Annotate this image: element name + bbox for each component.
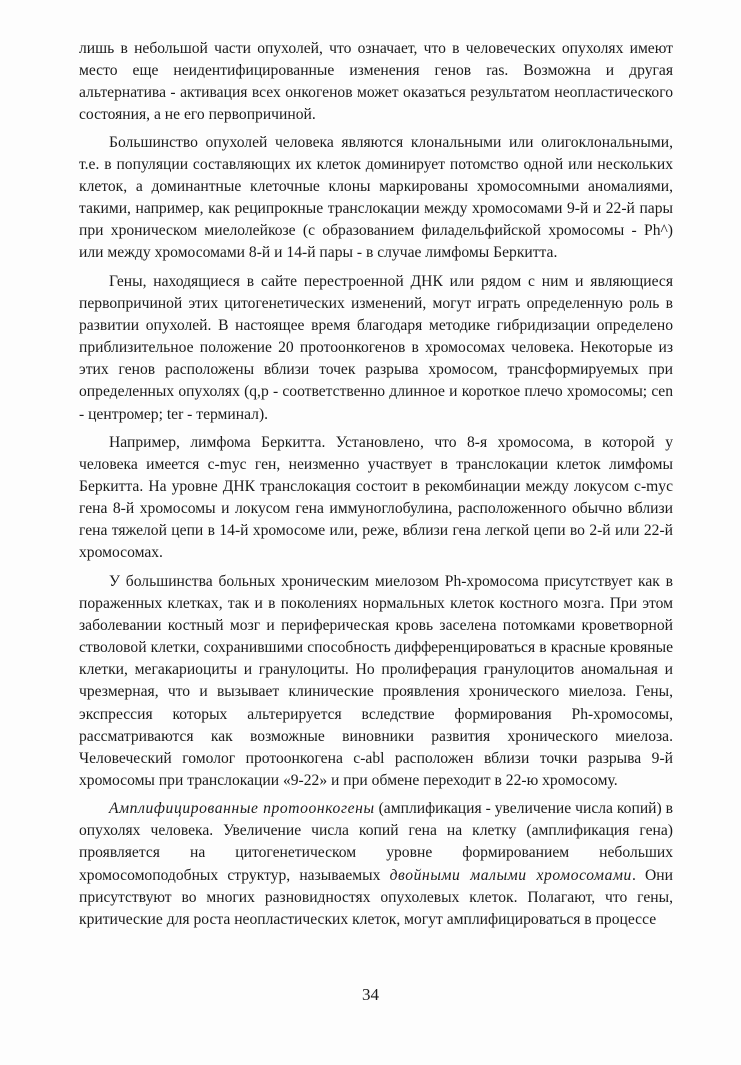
page-number: 34: [362, 985, 379, 1004]
italic-term: двойными малыми хромосомами: [389, 866, 632, 884]
body-text: [79, 38, 673, 931]
paragraph-6: [79, 798, 673, 931]
paragraph-4: Например, лимфома Беркитта. Установлено, что 8-я хромосома, в которой у человека имеется c-myc ген, неизменно участвует в транслокации клеток лимфомы Беркитта. На уровне ДНК транслокация состоит в рекомбинации между локусом c-myc гена 8-й хромосомы и локусом гена иммуноглобулина, расположенного обычно вблизи гена тяжелой цепи в 14-й хромосоме или, реже, вблизи гена легкой цепи во 2-й или 22-й хромосомах.: [79, 433, 673, 562]
paragraph-2: Большинство опухолей человека являются клональными или олигоклональными, т.е. в популяции составляющих их клеток доминирует потомство одной или нескольких клеток, а доминантные клеточные клоны маркированы хромосомными аномалиями, такими, например, как реципрокные транслокации между хромосомами 9-й и 22-й пары при хроническом миелолейкозе (с образованием филадельфийской хромосомы - Ph^) или между хромосомами 8-й и 14-й пары - в случае лимфомы Беркитта.: [79, 133, 673, 262]
paragraph-6-text: (амплификация - увеличение числа копий) в опухолях человека. Увеличение числа копий гена на клетку (амплификация гена) проявляется на цитогенетическом уровне формированием небольших хромосомоподобных структур, называемых: [79, 800, 673, 884]
italic-lead-term: Амплифицированные протоонкогены: [109, 800, 375, 818]
paragraph-6-end: . Они присутствуют во многих разновидностях опухолевых клеток. Полагают, что гены, критические для роста неопластических клеток, могут амплифицироваться в процессе: [79, 866, 673, 928]
paragraph-5: У большинства больных хроническим миелозом Ph-хромосома присутствует как в пораженных клетках, так и в поколениях нормальных клеток костного мозга. При этом заболевании костный мозг и периферическая кровь заселена потомками кроветворной стволовой клетки, сохранившими способность дифференцироваться в красные кровяные клетки, мегакариоциты и гранулоциты. Но пролиферация гранулоцитов аномальная и чрезмерная, что и вызывает клинические проявления хронического миелоза. Гены, экспрессия которых альтерируется вследствие формирования Ph-хромосомы, рассматриваются как возможные виновники развития хронического миелоза. Человеческий гомолог протоонкогена c-abl расположен вблизи точки разрыва 9-й хромосомы при транслокации «9-22» и при обмене переходит в 22-ю хромосому.: [79, 572, 673, 789]
paragraph-3: Гены, находящиеся в сайте перестроенной ДНК или рядом с ним и являющиеся первопричиной этих цитогенетических изменений, могут играть определенную роль в развитии опухолей. В настоящее время благодаря методике гибридизации определено приблизительное положение 20 протоонкогенов в хромосомах человека. Некоторые из этих генов расположены вблизи точек разрыва хромосом, трансформируемых при определенных опухолях (q,p - соответственно длинное и короткое плечо хромосомы; cen - центромер; ter - терминал).: [79, 272, 673, 423]
paragraph-1: лишь в небольшой части опухолей, что означает, что в человеческих опухолях имеют место еще неидентифицированные изменения генов ras. Возможна и другая альтернатива - активация всех онкогенов может оказаться результатом неопластического состояния, а не его первопричиной.: [79, 40, 673, 124]
